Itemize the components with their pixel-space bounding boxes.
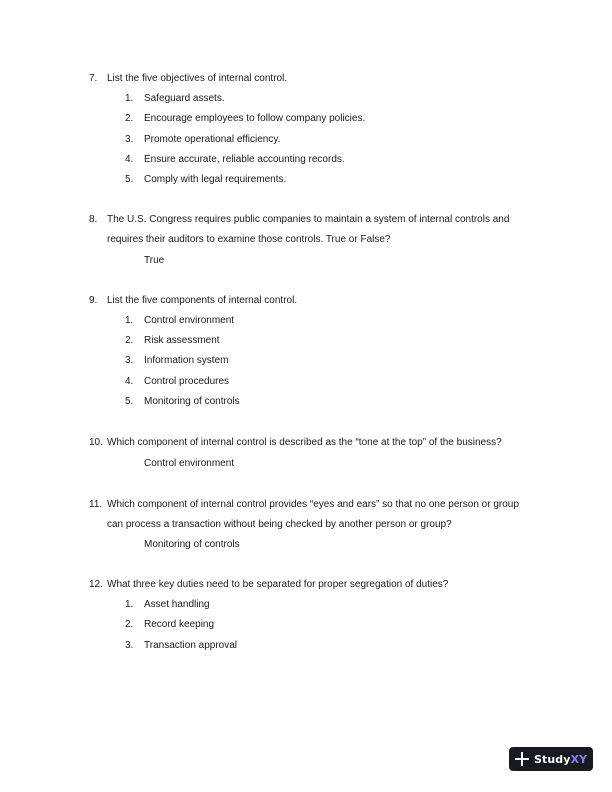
item-number: 3. [125,355,134,366]
question-number: 8. [89,214,98,225]
question-text: What three key duties need to be separated for proper segregation of duties? [107,579,449,590]
item-text: Ensure accurate, reliable accounting records. [144,154,345,165]
answer-text: True [144,255,165,266]
item-number: 1. [125,599,134,610]
item-text: Monitoring of controls [144,396,240,407]
item-text: Promote operational efficiency. [144,134,281,145]
item-number: 2. [125,619,134,630]
brand-logo-text [534,753,587,766]
item-text: Control environment [144,315,235,326]
brand-accent: XY [570,752,588,766]
studyxy-badge[interactable] [509,747,593,771]
item-number: 5. [125,396,134,407]
item-text: Comply with legal requirements. [144,174,287,185]
answer-text: Control environment [144,458,235,469]
item-text: Encourage employees to follow company policies. [144,113,366,124]
item-number: 3. [125,640,134,651]
brand-main: Study [534,752,571,766]
question-text: Which component of internal control provides “eyes and ears” so that no one person or group [107,499,519,510]
item-text: Risk assessment [144,335,220,346]
question-text: List the five components of internal control. [107,295,298,306]
item-text: Transaction approval [144,640,238,651]
question-text: requires their auditors to examine those controls. True or False? [107,234,391,245]
question-number: 12. [89,579,103,590]
question-text: Which component of internal control is described as the “tone at the top” of the business? [107,437,502,448]
item-text: Information system [144,355,229,366]
item-number: 4. [125,154,134,165]
answer-text: Monitoring of controls [144,539,240,550]
plus-icon [515,752,529,766]
question-number: 11. [89,499,103,510]
item-number: 5. [125,174,134,185]
question-number: 9. [89,295,98,306]
question-text: The U.S. Congress requires public companies to maintain a system of internal controls and [107,214,510,225]
item-text: Record keeping [144,619,215,630]
question-number: 10. [89,437,103,448]
item-text: Control procedures [144,376,230,387]
item-text: Asset handling [144,599,210,610]
item-number: 1. [125,93,134,104]
item-number: 3. [125,134,134,145]
question-text: List the five objectives of internal control. [107,73,288,84]
question-number: 7. [89,73,98,84]
question-text: can process a transaction without being checked by another person or group? [107,519,452,530]
item-number: 2. [125,113,134,124]
item-number: 4. [125,376,134,387]
item-number: 2. [125,335,134,346]
item-number: 1. [125,315,134,326]
item-text: Safeguard assets. [144,93,225,104]
